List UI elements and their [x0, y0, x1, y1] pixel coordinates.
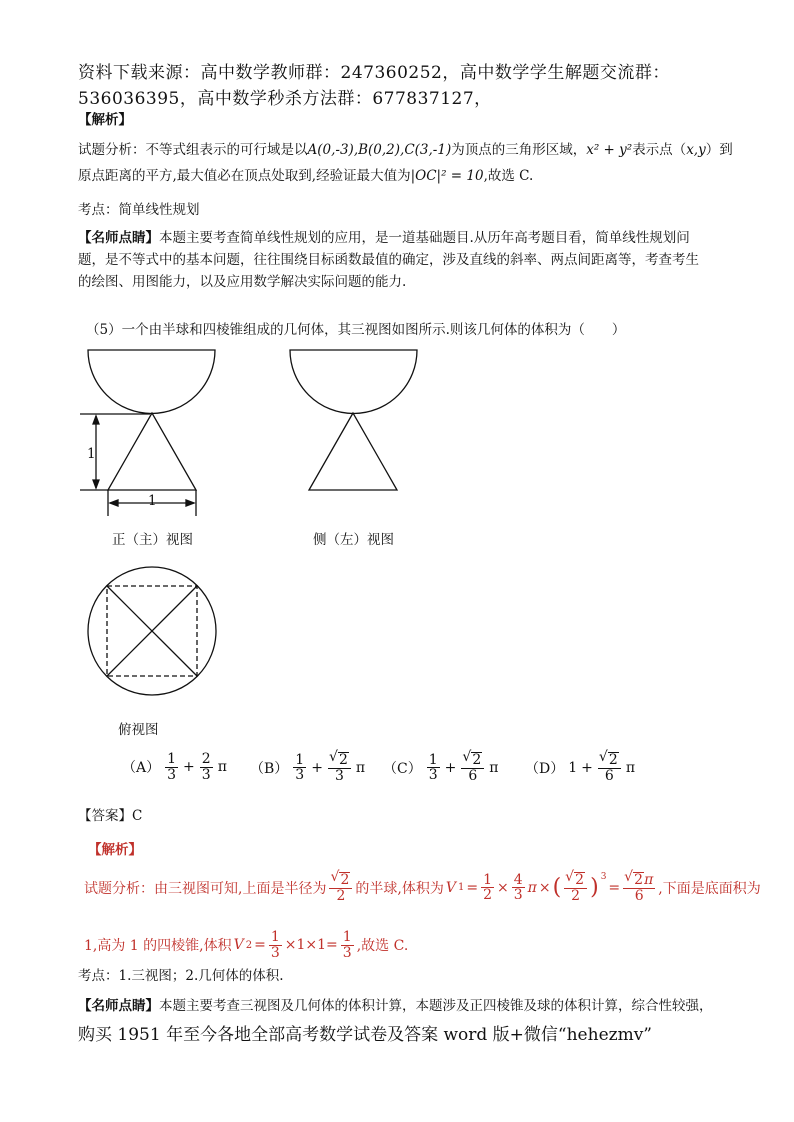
q4-jiexi-tag: 【解析】: [78, 112, 132, 128]
q4-points: A(0,-3),B(0,2),C(3,-1): [307, 142, 452, 158]
q5-red-1a: 试题分析：由三视图可知,上面是半径为: [84, 880, 327, 897]
dim-height-arrow-top: [93, 416, 99, 424]
q4-kaodian: 考点：简单线性规划: [78, 202, 200, 218]
side-hemisphere: [290, 350, 417, 413]
q4-oc: |OC|² = 10: [410, 168, 484, 184]
q5-jiexi-tag: 【解析】: [88, 842, 142, 858]
q4-mingshi-1: 本题主要考查简单线性规划的应用，是一道基础题目.从历年高考题目看，简单线性规划问: [159, 230, 690, 246]
side-pyramid: [309, 413, 397, 490]
q5-answer: 【答案】C: [78, 808, 143, 824]
front-pyramid: [108, 413, 196, 490]
dim-height-label: 1: [87, 446, 96, 462]
q4-analysis-mid2: 表示点（: [632, 142, 687, 158]
q5-kaodian: 考点：1.三视图；2.几何体的体积.: [78, 968, 284, 984]
side-view-label: 侧（左）视图: [313, 532, 394, 548]
dim-width-arrow-right: [186, 500, 194, 506]
q4-mingshi-line-2: 题，是不等式中的基本问题，往往围绕目标函数最值的确定，涉及直线的斜率、两点间距离等，考查考生: [78, 252, 699, 268]
q5-red-1b: 的半球,体积为: [355, 880, 444, 897]
header-line-1: 资料下载来源：高中数学教师群：247360252，高中数学学生解题交流群：: [78, 63, 670, 83]
dim-width-arrow-left: [110, 500, 118, 506]
radius-fraction: √ $\frac{2}{2}$: [329, 872, 352, 903]
q5-red-2a: 1,高为 1 的四棱锥,体积: [84, 938, 232, 955]
q4-line2-suffix: ,故选 C.: [483, 168, 534, 184]
q4-line2-prefix: 原点距离的平方,最大值必在顶点处取到,经验证最大值为: [78, 168, 411, 184]
q5-mingshi-1: 本题主要考查三视图及几何体的体积计算，本题涉及正四棱锥及球的体积计算，综合性较强，: [159, 998, 713, 1014]
q5-red-line-2: 1,高为 1 的四棱锥,体积 V 2 = $\frac{1}{3}$ ×1×1= $\frac{1}{3}$ ,故选 C.: [84, 929, 409, 961]
option-d: （D） 1 + √ $\frac{2}{6}$ π: [525, 752, 635, 783]
dim-width-label: 1: [148, 493, 157, 509]
footer-ad: 购买 1951 年至今各地全部高考数学试卷及答案 word 版+微信“hehezmv”: [78, 1025, 652, 1045]
header-line-2: 536036395，高中数学秒杀方法群：677837127，: [78, 89, 492, 109]
q4-analysis-mid: 为顶点的三角形区域，: [451, 142, 587, 158]
option-b-tag: （B）: [250, 760, 289, 777]
q5-red-line-1: 试题分析：由三视图可知,上面是半径为 √ $\frac{2}{2}$ 的半球,体积为 V 1 = $\frac{1}{2}$ × $\frac{4}{3}$ π × ( √ $\frac{2}{2}$ ) $^3$ = √ $\frac{2\pi}{6}$ ,下面是底面积为: [84, 872, 761, 903]
option-d-tag: （D）: [525, 760, 565, 777]
q5-red-2b: ,故选 C.: [356, 938, 409, 955]
q5-stem: （5）一个由半球和四棱锥组成的几何体，其三视图如图所示.则该几何体的体积为（ ）: [86, 322, 626, 338]
front-view-label: 正（主）视图: [112, 532, 193, 548]
front-hemisphere: [88, 350, 215, 413]
option-a: （A） $\frac{1}{3}$ + $\frac{2}{3}$ π: [122, 751, 227, 783]
q4-xy: x,y: [686, 142, 706, 158]
top-view-label: 俯视图: [118, 722, 159, 738]
q4-analysis-mid3: ）到: [705, 142, 733, 158]
q5-mingshi-tag: 【名师点睛】: [78, 998, 159, 1014]
q4-mingshi-line-3: 的绘图、用图能力，以及应用数学解决实际问题的能力.: [78, 274, 407, 290]
q4-expr: x² + y²: [586, 142, 633, 158]
q4-mingshi-tag: 【名师点睛】: [78, 230, 159, 246]
dim-height-arrow-bottom: [93, 480, 99, 488]
option-c-tag: （C）: [383, 760, 422, 777]
option-a-tag: （A）: [122, 760, 161, 777]
option-b: （B） $\frac{1}{3}$ + √ $\frac{2}{3}$ π: [250, 752, 365, 783]
q4-analysis-prefix: 试题分析：不等式组表示的可行域是以: [78, 142, 308, 158]
q5-red-1c: ,下面是底面积为: [658, 880, 761, 897]
q5-mingshi-line-1: [78, 994, 713, 1014]
option-c: （C） $\frac{1}{3}$ + √ $\frac{2}{6}$ π: [383, 752, 499, 783]
